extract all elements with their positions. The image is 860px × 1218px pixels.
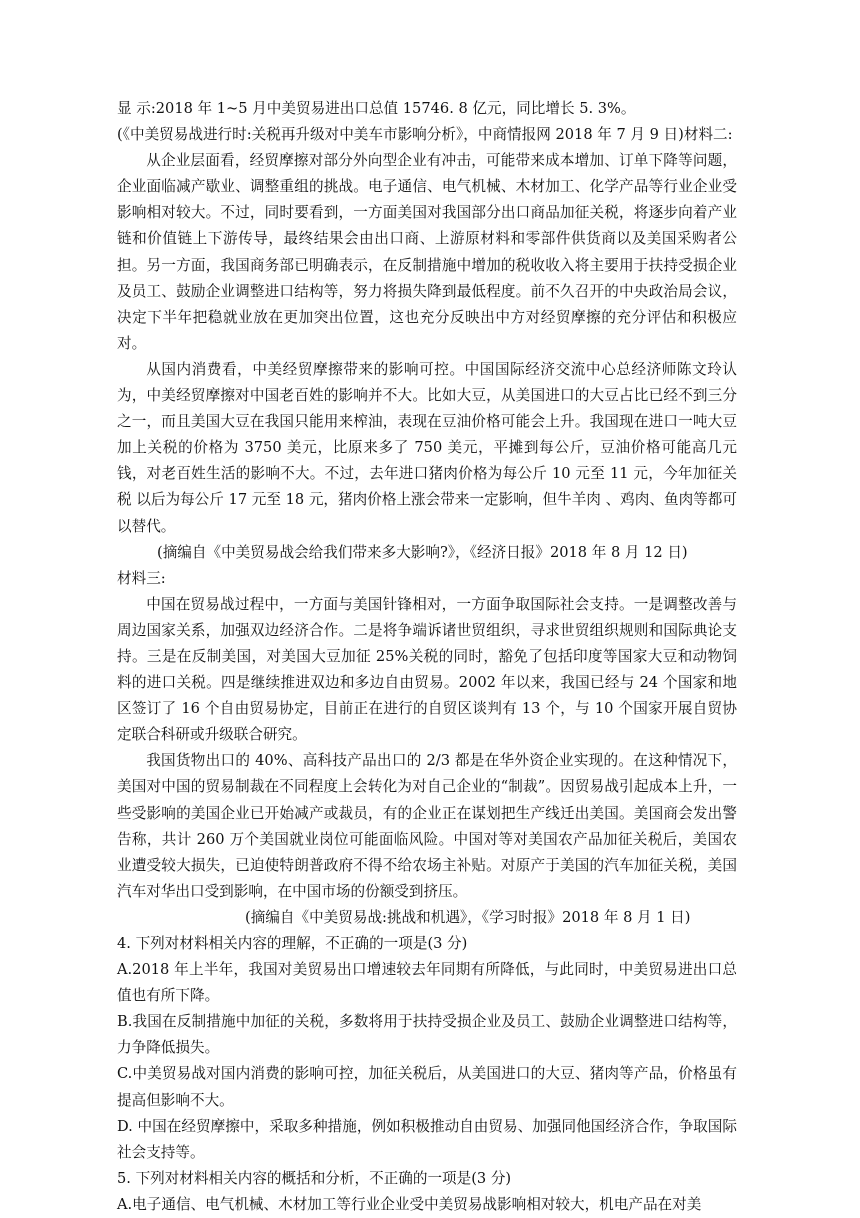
document-page bbox=[117, 96, 737, 1218]
question4-option-a: A.2018 年上半年，我国对美贸易出口增速较去年同期有所降低，与此同时，中美贸易进出口总值也有所下降。 bbox=[117, 961, 737, 1005]
question4-option-d: D. 中国在经贸摩擦中，采取多种措施，例如积极推动自由贸易、加强同他国经济合作，争取国际社会支持等。 bbox=[117, 1117, 737, 1161]
material2-paragraph-2: 从国内消费看，中美经贸摩擦带来的影响可控。中国国际经济交流中心总经济师陈文玲认为，中美经贸摩擦对中国老百姓的影响并不大。比如大豆，从美国进口的大豆占比已经不到三分之一，而且美国大豆在我国只能用来榨油，表现在豆油价格可能会上升。我国现在进口一吨大豆加上关税的价格为 3750 美元，比原来多了 750 美元，平摊到每公斤，豆油价格可能高几元钱，对老百姓生活的影响不大。不过，去年进口猪肉价格为每公斤 10 元至 11 元，今年加征关税 以后为每公斤 17 元至 18 元，猪肉价格上涨会带来一定影响，但牛羊肉 、鸡肉、鱼肉等都可以替代。 bbox=[117, 360, 737, 535]
material3-paragraph-2: 我国货物出口的 40%、高科技产品出口的 2/3 都是在华外资企业实现的。在这种情况下，美国对中国的贸易制裁在不同程度上会转化为对自己企业的“制裁”。因贸易战引起成本上升，一些受影响的美国企业已开始减产或裁员，有的企业正在谋划把生产线迁出美国。美国商会发出警告称，共计 260 万个美国就业岗位可能面临风险。中国对等对美国农产品加征关税后，美国农业遭受较大损失，已迫使特朗普政府不得不给农场主补贴。对原产于美国的汽车加征关税，美国汽车对华出口受到影响，在中国市场的份额受到挤压。 bbox=[117, 752, 737, 900]
material2-paragraph-1: 从企业层面看，经贸摩擦对部分外向型企业有冲击，可能带来成本增加、订单下降等问题，企业面临减产歇业、调整重组的挑战。电子通信、电气机械、木材加工、化学产品等行业企业受影响相对较大。不过，同时要看到，一方面美国对我国部分出口商品加征关税，将逐步向着产业链和价值链上下游传导，最终结果会由出口商、上游原材料和零部件供货商以及美国采购者公担。另一方面，我国商务部已明确表示，在反制措施中增加的税收收入将主要用于扶持受损企业及员工、鼓励企业调整进口结构等，努力将损失降到最低程度。前不久召开的中央政治局会议，决定下半年把稳就业放在更加突出位置，这也充分反映出中方对经贸摩擦的充分评估和积极应对。 bbox=[117, 152, 737, 352]
material-two bbox=[117, 148, 737, 566]
question4-option-c: C.中美贸易战对国内消费的影响可控，加征关税后，从美国进口的大豆、猪肉等产品，价格虽有提高但影响不大。 bbox=[117, 1065, 737, 1109]
intro-line-1: 显 示:2018 年 1~5 月中美贸易进出口总值 15746. 8 亿元，同比增长 5. 3%。 bbox=[117, 100, 636, 117]
question-4 bbox=[117, 931, 737, 1166]
material2-source: (摘编自《中美贸易战会给我们带来多大影响?》，《经济日报》2018 年 8 月 12 日) bbox=[157, 543, 688, 561]
material3-paragraph-1: 中国在贸易战过程中，一方面与美国针锋相对，一方面争取国际社会支持。一是调整改善与周边国家关系，加强双边经济合作。二是将争端诉诸世贸组织，寻求世贸组织规则和国际典论支持。三是在反制美国，对美国大豆加征 25%关税的同时，豁免了包括印度等国家大豆和动物饲料的进口关税。四是继续推进双边和多边自由贸易。2002 年以来，我国已经与 24 个国家和地区签订了 16 个自由贸易协定，目前正在进行的自贸区谈判有 13 个，与 10 个国家开展自贸协定联合科研或升级联合研究。 bbox=[117, 595, 737, 744]
material3-source: (摘编自《中美贸易战:挑战和机遇》，《学习时报》2018 年 8 月 1 日) bbox=[245, 908, 691, 926]
material-three bbox=[117, 566, 737, 931]
question4-stem: 4. 下列对材料相关内容的理解，不正确的一项是(3 分) bbox=[117, 935, 468, 952]
question5-option-a: A.电子通信、电气机械、木材加工等行业企业受中美贸易战影响相对较大，机电产品在对美 bbox=[117, 1195, 702, 1213]
question4-option-b: B.我国在反制措施中加征的关税，多数将用于扶持受损企业及员工、鼓励企业调整进口结构等，力争降低损失。 bbox=[117, 1013, 737, 1057]
question-5 bbox=[117, 1166, 737, 1218]
intro-line-2: (《中美贸易战进行时:关税再升级对中美车市影响分析》，中商情报网 2018 年 7 月 9 日)材料二: bbox=[117, 126, 733, 144]
question5-stem: 5. 下列对材料相关内容的概括和分析，不正确的一项是(3 分) bbox=[117, 1169, 512, 1187]
material3-heading: 材料三: bbox=[117, 569, 166, 587]
